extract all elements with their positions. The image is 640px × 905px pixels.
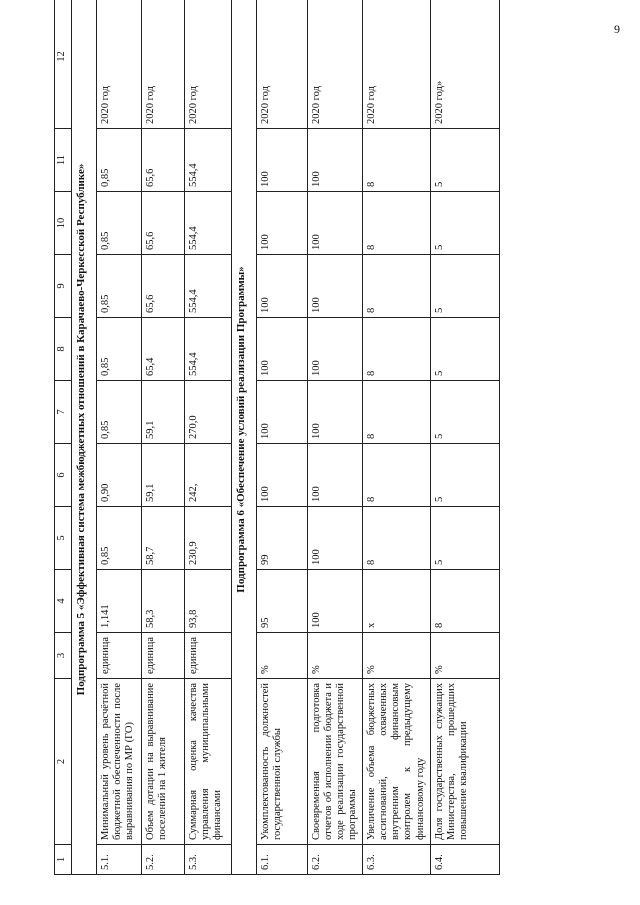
value-cell: 554,4 [185,129,232,192]
indicator-name: Доля государственных служащих Министерства, прошедших повышение квалификации [430,679,499,845]
value-cell: 100 [308,129,363,192]
value-cell: 58,7 [142,507,185,570]
header-cell: 1 [55,845,72,875]
value-cell: 100 [257,255,308,318]
value-cell: 554,4 [185,318,232,381]
value-cell: 554,4 [185,255,232,318]
unit-cell: единица [142,633,185,679]
table-row [185,0,232,875]
section-header-row [232,0,257,875]
value-cell: 59,1 [142,444,185,507]
value-cell: 100 [257,318,308,381]
row-number: 6.3. [363,845,430,875]
value-cell: 5 [430,318,499,381]
page-number: 9 [614,22,620,36]
header-cell: 7 [55,381,72,444]
unit-cell: единица [97,633,142,679]
row-number: 6.1. [257,845,308,875]
header-cell: 3 [55,633,72,679]
value-cell: 270,0 [185,381,232,444]
value-cell: 59,1 [142,381,185,444]
unit-cell: единица [185,633,232,679]
year-cell: 2020 год [185,0,232,129]
year-cell: 2020 год [308,0,363,129]
value-cell: x [363,570,430,633]
indicator-name: Суммарная оценка качества управления муниципальными финансами [185,679,232,845]
value-cell: 8 [363,129,430,192]
value-cell: 5 [430,444,499,507]
row-number: 5.1. [97,845,142,875]
value-cell: 100 [308,507,363,570]
value-cell: 5 [430,192,499,255]
header-cell: 2 [55,679,72,845]
value-cell: 0,85 [97,129,142,192]
unit-cell: % [430,633,499,679]
section-header-row [72,0,97,875]
table-row [430,0,499,875]
indicator-name: Увеличение объема бюджетных ассигнований, охваченных внутренним финансовым контролем к предыдущему финансовому году [363,679,430,845]
value-cell: 100 [308,444,363,507]
value-cell: 99 [257,507,308,570]
indicator-name: Минимальный уровень расчётной бюджетной обеспеченности после выравнивания по МР (ГО) [97,679,142,845]
table-row [97,0,142,875]
rotated-table-container [54,25,622,875]
unit-cell: % [363,633,430,679]
value-cell: 5 [430,381,499,444]
value-cell: 0,85 [97,318,142,381]
value-cell: 100 [257,381,308,444]
value-cell: 100 [308,381,363,444]
value-cell: 5 [430,129,499,192]
header-cell: 9 [55,255,72,318]
value-cell: 100 [257,444,308,507]
row-number: 5.3. [185,845,232,875]
table-row [308,0,363,875]
indicator-name: Своевременная подготовка отчетов об исполнении бюджета и ходе реализации государственной программы [308,679,363,845]
indicators-table [54,0,500,875]
table-row [142,0,185,875]
row-number: 5.2. [142,845,185,875]
row-number: 6.4. [430,845,499,875]
value-cell: 65,4 [142,318,185,381]
year-cell: 2020 год [257,0,308,129]
unit-cell: % [257,633,308,679]
year-cell: 2020 год [142,0,185,129]
section-title: Подпрограмма 6 «Обеспечение условий реализации Программы» [232,0,257,875]
section-title: Подпрограмма 5 «Эффективная система межбюджетных отношений в Карачаево-Черкесской Республике» [72,0,97,875]
value-cell: 8 [363,255,430,318]
value-cell: 8 [363,192,430,255]
value-cell: 1,141 [97,570,142,633]
value-cell: 8 [363,381,430,444]
header-row [55,0,72,875]
header-cell: 8 [55,318,72,381]
header-cell: 6 [55,444,72,507]
header-cell: 12 [55,0,72,129]
value-cell: 65,6 [142,255,185,318]
header-cell: 10 [55,192,72,255]
value-cell: 8 [430,570,499,633]
value-cell: 65,6 [142,192,185,255]
header-cell: 5 [55,507,72,570]
value-cell: 100 [257,129,308,192]
value-cell: 5 [430,255,499,318]
value-cell: 8 [363,444,430,507]
table-row [257,0,308,875]
value-cell: 0,85 [97,255,142,318]
header-cell: 11 [55,129,72,192]
value-cell: 8 [363,318,430,381]
value-cell: 100 [257,192,308,255]
value-cell: 8 [363,507,430,570]
value-cell: 0,85 [97,192,142,255]
value-cell: 0,90 [97,444,142,507]
year-cell: 2020 год [97,0,142,129]
value-cell: 100 [308,570,363,633]
value-cell: 230,9 [185,507,232,570]
value-cell: 58,3 [142,570,185,633]
value-cell: 5 [430,507,499,570]
unit-cell: % [308,633,363,679]
value-cell: 100 [308,318,363,381]
indicator-name: Укомплектованность должностей государственной службы [257,679,308,845]
year-cell: 2020 год» [430,0,499,129]
year-cell: 2020 год [363,0,430,129]
value-cell: 242, [185,444,232,507]
header-cell: 4 [55,570,72,633]
indicator-name: Объем дотации на выравнивание поселений на 1 жителя [142,679,185,845]
value-cell: 100 [308,192,363,255]
value-cell: 93,8 [185,570,232,633]
value-cell: 0,85 [97,381,142,444]
value-cell: 95 [257,570,308,633]
value-cell: 554,4 [185,192,232,255]
value-cell: 65,6 [142,129,185,192]
table-row [363,0,430,875]
value-cell: 100 [308,255,363,318]
row-number: 6.2. [308,845,363,875]
value-cell: 0,85 [97,507,142,570]
